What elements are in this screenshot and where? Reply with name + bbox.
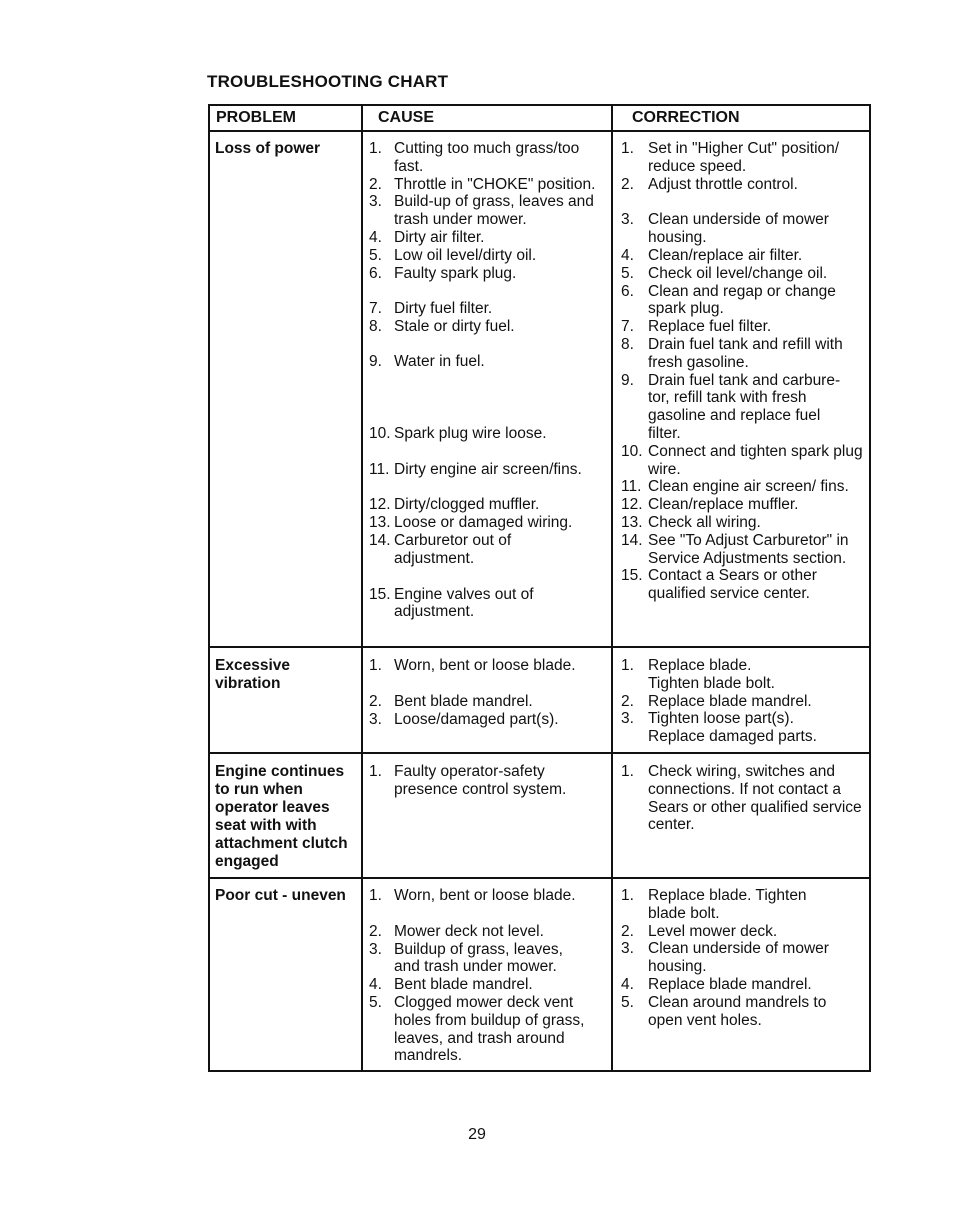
list-item <box>369 318 607 336</box>
cause-list <box>369 140 607 621</box>
list-item <box>369 976 607 994</box>
row-divider <box>210 877 869 879</box>
list-item <box>621 140 871 176</box>
item-number: 3. <box>369 710 382 728</box>
item-number: 8. <box>369 318 382 336</box>
item-number: 1. <box>369 763 382 780</box>
item-text: Dirty fuel filter. <box>394 300 493 318</box>
item-number: 9. <box>369 352 382 370</box>
row-divider <box>210 646 869 648</box>
correction-list <box>621 763 871 834</box>
item-text: Check wiring, switches and connections. If not contact a Sears or other qualified service center. <box>648 763 862 834</box>
list-item <box>621 247 871 265</box>
item-text: Loose/damaged part(s). <box>394 710 559 728</box>
list-item <box>369 657 607 675</box>
item-text: Replace blade. Tighten blade bolt. <box>648 887 807 922</box>
list-item <box>369 763 591 799</box>
column-divider <box>361 106 363 1070</box>
list-item <box>369 247 607 265</box>
item-number: 12. <box>621 496 643 514</box>
item-text: Clean underside of mower housing. <box>648 940 829 976</box>
item-number: 4. <box>621 975 634 993</box>
item-number: 2. <box>621 922 634 940</box>
list-item <box>369 353 607 371</box>
list-item <box>621 657 801 693</box>
list-item <box>621 478 871 496</box>
troubleshooting-table <box>208 104 871 1072</box>
item-text: Cutting too much grass/too fast. <box>394 140 580 175</box>
list-item <box>621 710 829 746</box>
cause-list <box>369 887 607 1065</box>
item-text: Clean/replace air filter. <box>648 246 803 264</box>
item-number: 14. <box>621 531 643 549</box>
item-text: Check oil level/change oil. <box>648 264 828 282</box>
list-item <box>369 229 607 247</box>
chart-title: TROUBLESHOOTING CHART <box>207 72 449 91</box>
item-text: Mower deck not level. <box>394 922 544 940</box>
item-text: Dirty engine air screen/fins. <box>394 460 582 478</box>
problem-loss-of-power: Loss of power <box>215 140 321 157</box>
item-number: 1. <box>621 887 634 904</box>
item-number: 1. <box>369 657 382 674</box>
item-number: 2. <box>369 175 382 193</box>
column-divider <box>611 106 613 1070</box>
item-number: 9. <box>621 371 634 389</box>
correction-list <box>621 887 871 1029</box>
item-number: 6. <box>621 282 634 300</box>
item-number: 14. <box>369 531 391 549</box>
item-number: 1. <box>621 763 634 780</box>
item-number: 5. <box>369 993 382 1011</box>
list-item <box>621 994 856 1030</box>
item-text: Carburetor out of adjustment. <box>394 531 512 567</box>
item-text: Water in fuel. <box>394 352 485 370</box>
item-number: 3. <box>369 193 382 211</box>
list-item <box>369 496 607 514</box>
list-item <box>621 336 871 372</box>
item-number: 5. <box>621 264 634 282</box>
item-number: 11. <box>621 478 642 496</box>
item-number: 1. <box>369 140 382 157</box>
item-text: Bent blade mandrel. <box>394 692 533 710</box>
item-text: Clean underside of mower housing. <box>648 211 829 247</box>
item-number: 7. <box>369 300 382 318</box>
item-text: Tighten loose part(s). Replace damaged parts. <box>648 710 817 746</box>
item-number: 2. <box>621 175 634 193</box>
list-item <box>621 567 871 603</box>
item-text: Clean and regap or change spark plug. <box>648 282 836 318</box>
list-item <box>369 265 607 283</box>
list-item <box>621 318 871 336</box>
item-text: Spark plug wire loose. <box>394 424 547 442</box>
list-item <box>369 176 607 194</box>
item-number: 3. <box>369 940 382 958</box>
item-text: Drain fuel tank and carbure- tor, refill tank with fresh gasoline and replace fuel filter. <box>648 371 841 442</box>
item-text: Connect and tighten spark plug wire. <box>648 442 863 478</box>
list-item <box>621 940 871 976</box>
list-item <box>621 283 871 319</box>
list-item <box>369 923 607 941</box>
header-divider <box>210 130 869 132</box>
item-text: Loose or damaged wiring. <box>394 514 573 532</box>
list-item <box>369 887 607 905</box>
item-number: 7. <box>621 318 634 336</box>
list-item <box>369 193 607 229</box>
item-number: 10. <box>369 424 391 442</box>
item-number: 3. <box>621 211 634 229</box>
item-text: Clean around mandrels to open vent holes. <box>648 993 827 1029</box>
item-number: 4. <box>369 228 382 246</box>
list-item <box>369 994 599 1065</box>
list-item <box>621 443 871 479</box>
header-cause: CAUSE <box>378 109 435 126</box>
item-number: 13. <box>369 514 391 532</box>
item-text: Worn, bent or loose blade. <box>394 887 576 904</box>
list-item <box>621 693 846 711</box>
item-text: Engine valves out of adjustment. <box>394 585 534 621</box>
item-number: 3. <box>621 710 634 728</box>
item-text: Faulty spark plug. <box>394 264 517 282</box>
list-item <box>621 514 871 532</box>
list-item <box>621 372 871 443</box>
item-number: 2. <box>369 922 382 940</box>
item-text: Dirty/clogged muffler. <box>394 496 540 514</box>
problem-poor-cut: Poor cut - uneven <box>215 887 346 904</box>
list-item <box>369 586 569 622</box>
item-text: Level mower deck. <box>648 922 778 940</box>
list-item <box>621 532 871 568</box>
item-number: 3. <box>621 940 634 958</box>
list-item <box>621 887 836 923</box>
item-text: Throttle in "CHOKE" position. <box>394 175 596 193</box>
item-text: Adjust throttle control. <box>648 175 798 193</box>
item-number: 4. <box>369 976 382 994</box>
item-text: Clean/replace muffler. <box>648 496 799 514</box>
item-number: 1. <box>369 887 382 904</box>
item-number: 12. <box>369 496 391 514</box>
item-number: 1. <box>621 657 634 674</box>
item-text: Worn, bent or loose blade. <box>394 657 576 674</box>
list-item <box>621 176 871 194</box>
correction-list <box>621 657 846 746</box>
list-item <box>621 976 871 994</box>
item-number: 11. <box>369 460 390 478</box>
item-text: Dirty air filter. <box>394 228 485 246</box>
item-text: Check all wiring. <box>648 513 761 531</box>
problem-excessive-vibration: Excessive vibration <box>215 657 290 692</box>
item-text: Replace blade. Tighten blade bolt. <box>648 657 775 692</box>
item-text: Stale or dirty fuel. <box>394 318 515 336</box>
correction-list <box>621 140 871 603</box>
item-text: Faulty operator-safety presence control system. <box>394 763 567 798</box>
list-item <box>621 211 871 247</box>
item-text: Contact a Sears or other qualified service center. <box>648 567 817 603</box>
item-number: 6. <box>369 264 382 282</box>
list-item <box>621 923 871 941</box>
list-item <box>369 532 559 568</box>
item-text: Replace blade mandrel. <box>648 692 812 710</box>
item-text: Buildup of grass, leaves, and trash under mower. <box>394 940 563 976</box>
item-text: Drain fuel tank and refill with fresh gasoline. <box>648 335 843 371</box>
list-item <box>369 461 607 479</box>
list-item <box>369 425 607 443</box>
list-item <box>621 265 871 283</box>
list-item <box>369 941 591 977</box>
list-item <box>369 300 607 318</box>
list-item <box>621 763 871 834</box>
list-item <box>369 711 607 729</box>
problem-engine-continues: Engine continues to run when operator leaves seat with with attachment clutch engaged <box>215 763 348 870</box>
header-correction: CORRECTION <box>632 109 740 126</box>
cause-list <box>369 763 607 799</box>
item-text: Clean engine air screen/ fins. <box>648 478 849 496</box>
item-text: Build-up of grass, leaves and trash under mower. <box>394 193 594 229</box>
cause-list <box>369 657 607 728</box>
item-number: 2. <box>621 692 634 710</box>
list-item <box>369 140 607 176</box>
item-number: 8. <box>621 335 634 353</box>
item-text: See "To Adjust Carburetor" in Service Adjustments section. <box>648 531 849 567</box>
item-number: 15. <box>621 567 643 585</box>
item-number: 5. <box>369 246 382 264</box>
item-text: Replace blade mandrel. <box>648 975 812 993</box>
item-text: Low oil level/dirty oil. <box>394 246 537 264</box>
item-number: 1. <box>621 140 634 157</box>
header-problem: PROBLEM <box>216 109 296 126</box>
item-number: 15. <box>369 585 391 603</box>
item-number: 4. <box>621 246 634 264</box>
row-divider <box>210 752 869 754</box>
item-text: Clogged mower deck vent holes from buildup of grass, leaves, and trash around mandrels. <box>394 993 585 1065</box>
item-number: 5. <box>621 993 634 1011</box>
item-text: Bent blade mandrel. <box>394 976 533 994</box>
item-text: Replace fuel filter. <box>648 318 772 336</box>
list-item <box>621 496 871 514</box>
list-item <box>369 693 607 711</box>
item-number: 10. <box>621 442 643 460</box>
item-number: 2. <box>369 692 382 710</box>
item-number: 13. <box>621 513 643 531</box>
list-item <box>369 514 607 532</box>
page-number: 29 <box>468 1126 486 1143</box>
item-text: Set in "Higher Cut" position/ reduce speed. <box>648 140 840 175</box>
